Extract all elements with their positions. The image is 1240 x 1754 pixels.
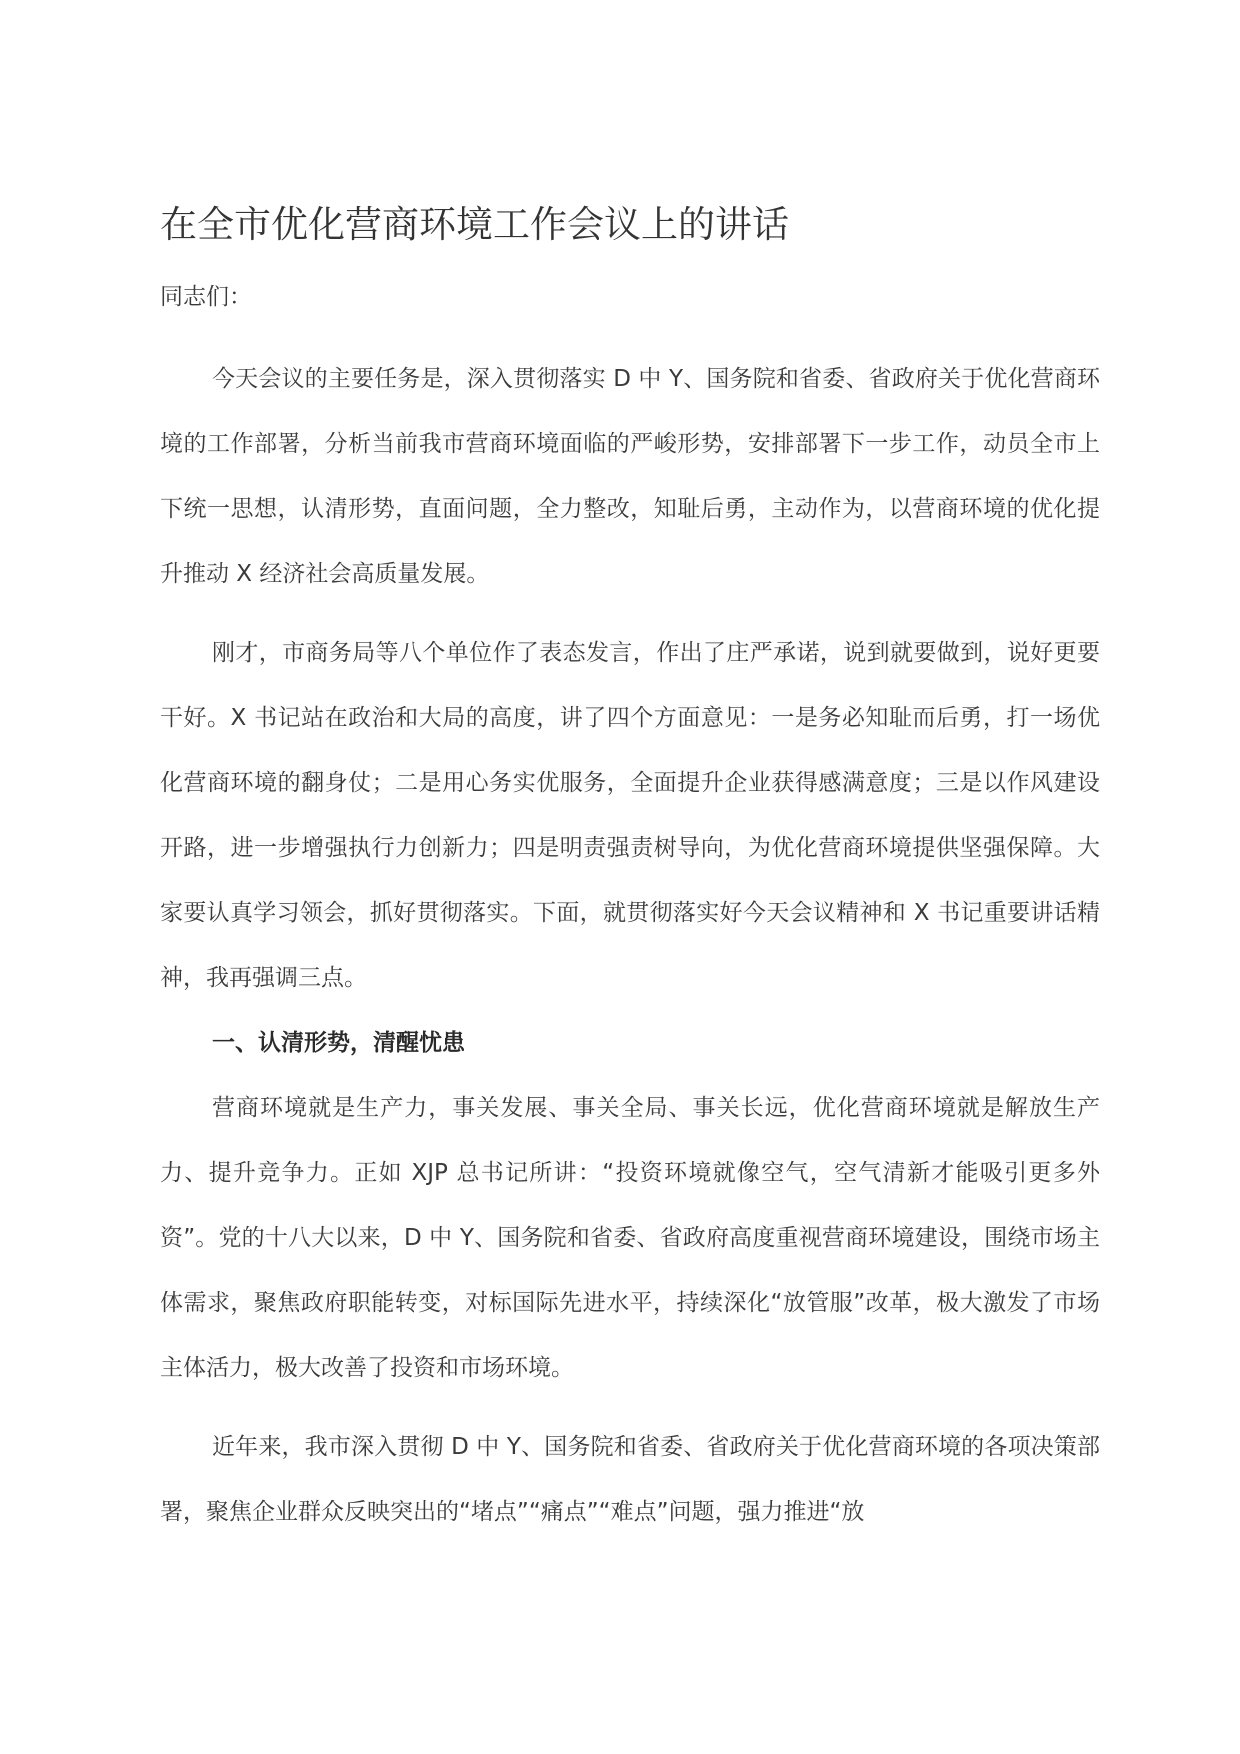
salutation: 同志们：: [160, 284, 252, 310]
paragraph-section-1: 营商环境就是生产力，事关发展、事关全局、事关长远，优化营商环境就是解放生产力、提升竞争力。正如 XJP 总书记所讲：“投资环境就像空气，空气清新才能吸引更多外资”。党的十八大以来，D 中 Y、国务院和省委、省政府高度重视营商环境建设，围绕市场主体需求，聚焦政府职能转变，对标国际先进水平，持续深化“放管服”改革，极大激发了市场主体活力，极大改善了投资和市场环境。: [160, 1095, 1100, 1381]
paragraph-opening: 今天会议的主要任务是，深入贯彻落实 D 中 Y、国务院和省委、省政府关于优化营商环境的工作部署，分析当前我市营商环境面临的严峻形势，安排部署下一步工作，动员全市上下统一思想，认清形势，直面问题，全力整改，知耻后勇，主动作为，以营商环境的优化提升推动 X 经济社会高质量发展。: [160, 366, 1100, 587]
paragraph-section-2: 近年来，我市深入贯彻 D 中 Y、国务院和省委、省政府关于优化营商环境的各项决策部署，聚焦企业群众反映突出的“堵点”“痛点”“难点”问题，强力推进“放: [160, 1434, 1100, 1525]
paragraph-summary: 刚才，市商务局等八个单位作了表态发言，作出了庄严承诺，说到就要做到，说好更要干好。X 书记站在政治和大局的高度，讲了四个方面意见：一是务必知耻而后勇，打一场优化营商环境的翻身仗；二是用心务实优服务，全面提升企业获得感满意度；三是以作风建设开路，进一步增强执行力创新力；四是明责强责树导向，为优化营商环境提供坚强保障。大家要认真学习领会，抓好贯彻落实。下面，就贯彻落实好今天会议精神和 X 书记重要讲话精神，我再强调三点。: [160, 640, 1100, 991]
document-page: [160, 195, 1100, 1545]
section-heading: 一、认清形势，清醒忧患: [212, 1030, 465, 1056]
document-title: 在全市优化营商环境工作会议上的讲话: [160, 203, 789, 246]
